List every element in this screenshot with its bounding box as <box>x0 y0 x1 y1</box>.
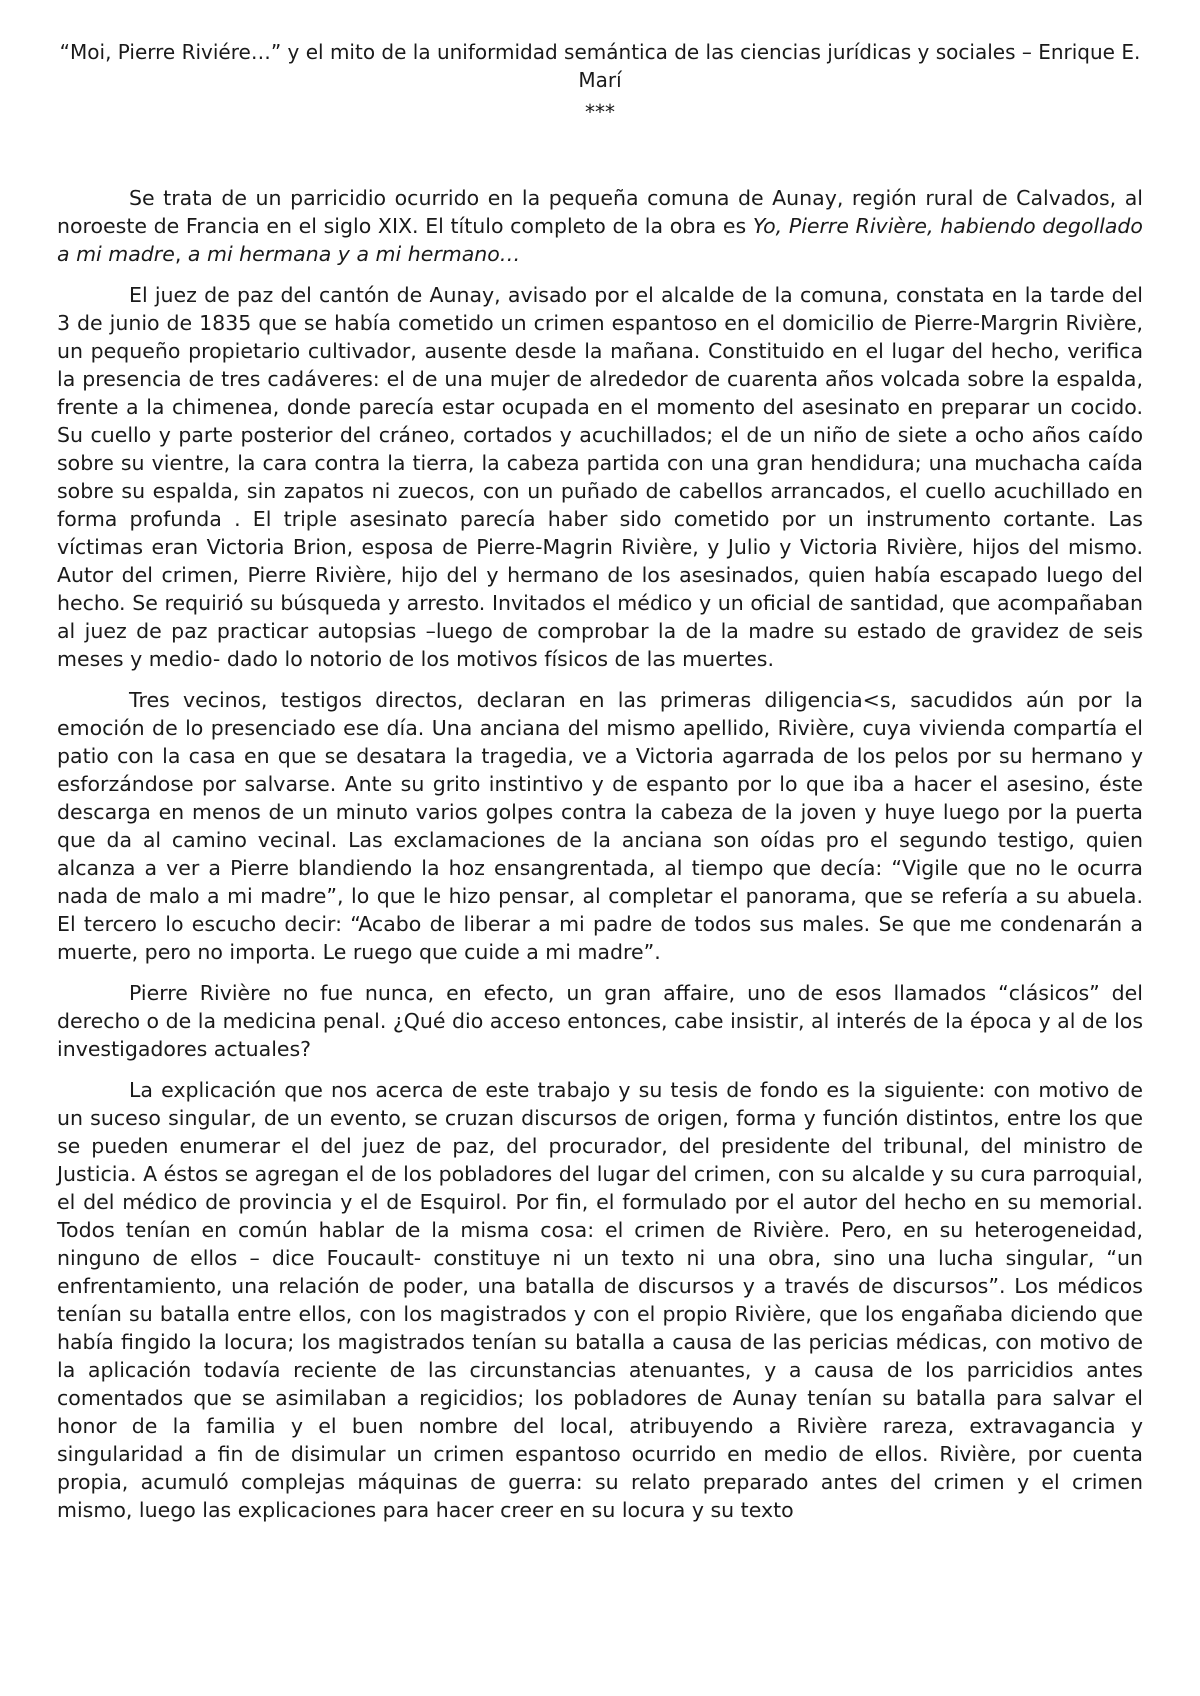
paragraph-5: La explicación que nos acerca de este trabajo y su tesis de fondo es la siguiente: con motivo de un suceso singular, de un evento, se cruzan discursos de origen, forma y función distintos, entre los que se pueden enumerar el del juez de paz, del procurador, del presidente del tribunal, del ministro de Justicia. A éstos se agregan el de los pobladores del lugar del crimen, con su alcalde y su cura parroquial, el del médico de provincia y el de Esquirol. Por fin, el formulado por el autor del hecho en su memorial. Todos tenían en común hablar de la misma cosa: el crimen de Rivière. Pero, en su heterogeneidad, ninguno de ellos – dice Foucault- constituye ni un texto ni una obra, sino una lucha singular, “un enfrentamiento, una relación de poder, una batalla de discursos y a través de discursos”. Los médicos tenían su batalla entre ellos, con los magistrados y con el propio Rivière, que los engañaba diciendo que había fingido la locura; los magistrados tenían su batalla a causa de las pericias médicas, con motivo de la aplicación todavía reciente de las circunstancias atenuantes, y a causa de los parricidios antes comentados que se asimilaban a regicidios; los pobladores de Aunay tenían su batalla para salvar el honor de la familia y el buen nombre del local, atribuyendo a Rivière rareza, extravagancia y singularidad a fin de disimular un crimen espantoso ocurrido en medio de ellos. Rivière, por cuenta propia, acumuló complejas máquinas de guerra: su relato preparado antes del crimen y el crimen mismo, luego las explicaciones para hacer creer en su locura y su texto <box>57 1078 1143 1522</box>
paragraph-4: Pierre Rivière no fue nunca, en efecto, un gran affaire, uno de esos llamados “clásicos” del derecho o de la medicina penal. ¿Qué dio acceso entonces, cabe insistir, al interés de la época y al de los investigadores actuales? <box>57 981 1143 1061</box>
paragraph-1 <box>57 184 1143 268</box>
paragraph-1-comma: , <box>174 242 188 266</box>
document-title: “Moi, Pierre Riviére…” y el mito de la uniformidad semántica de las ciencias jurídicas y sociales – Enrique E. Marí <box>59 40 1141 92</box>
paragraph-2: El juez de paz del cantón de Aunay, avisado por el alcalde de la comuna, constata en la tarde del 3 de junio de 1835 que se había cometido un crimen espantoso en el domicilio de Pierre-Margrin Rivière, un pequeño propietario cultivador, ausente desde la mañana. Constituido en el lugar del hecho, verifica la presencia de tres cadáveres: el de una mujer de alrededor de cuarenta años volcada sobre la espalda, frente a la chimenea, donde parecía estar ocupada en el momento del asesinato en preparar un cocido. Su cuello y parte posterior del cráneo, cortados y acuchillados; el de un niño de siete a ocho años caído sobre su vientre, la cara contra la tierra, la cabeza partida con una gran hendidura; una muchacha caída sobre su espalda, sin zapatos ni zuecos, con un puñado de cabellos arrancados, el cuello acuchillado en forma profunda . El triple asesinato parecía haber sido cometido por un instrumento cortante. Las víctimas eran Victoria Brion, esposa de Pierre-Magrin Rivière, y Julio y Victoria Rivière, hijos del mismo. Autor del crimen, Pierre Rivière, hijo del y hermano de los asesinados, quien había escapado luego del hecho. Se requirió su búsqueda y arresto. Invitados el médico y un oficial de santidad, que acompañaban al juez de paz practicar autopsias –luego de comprobar la de la madre su estado de gravidez de seis meses y medio- dado lo notorio de los motivos físicos de las muertes. <box>57 283 1143 671</box>
work-title-italic-2: a mi hermana y a mi hermano… <box>187 242 521 266</box>
document-body <box>57 184 1143 1524</box>
work-title-italic: Yo, Pierre Rivière, habiendo degollado a mi madre <box>57 214 1143 266</box>
document-page <box>57 38 1143 1537</box>
paragraph-3: Tres vecinos, testigos directos, declaran en las primeras diligencia<s, sacudidos aún por la emoción de lo presenciado ese día. Una anciana del mismo apellido, Rivière, cuya vivienda compartía el patio con la casa en que se desatara la tragedia, ve a Victoria agarrada de los pelos por su hermano y esforzándose por salvarse. Ante su grito instintivo y de espanto por lo que iba a hacer el asesino, éste descarga en menos de un minuto varios golpes contra la cabeza de la joven y huye luego por la puerta que da al camino vecinal. Las exclamaciones de la anciana son oídas pro el segundo testigo, quien alcanza a ver a Pierre blandiendo la hoz ensangrentada, al tiempo que decía: “Vigile que no le ocurra nada de malo a mi madre”, lo que le hizo pensar, al completar el panorama, que se refería a su abuela. El tercero lo escucho decir: “Acabo de liberar a mi padre de todos sus males. Se que me condenarán a muerte, pero no importa. Le ruego que cuide a mi madre”. <box>57 688 1143 964</box>
section-separator: *** <box>585 100 615 124</box>
paragraph-1-text: Se trata de un parricidio ocurrido en la pequeña comuna de Aunay, región rural de Calvados, al noroeste de Francia en el siglo XIX. El título completo de la obra es <box>57 186 1143 238</box>
